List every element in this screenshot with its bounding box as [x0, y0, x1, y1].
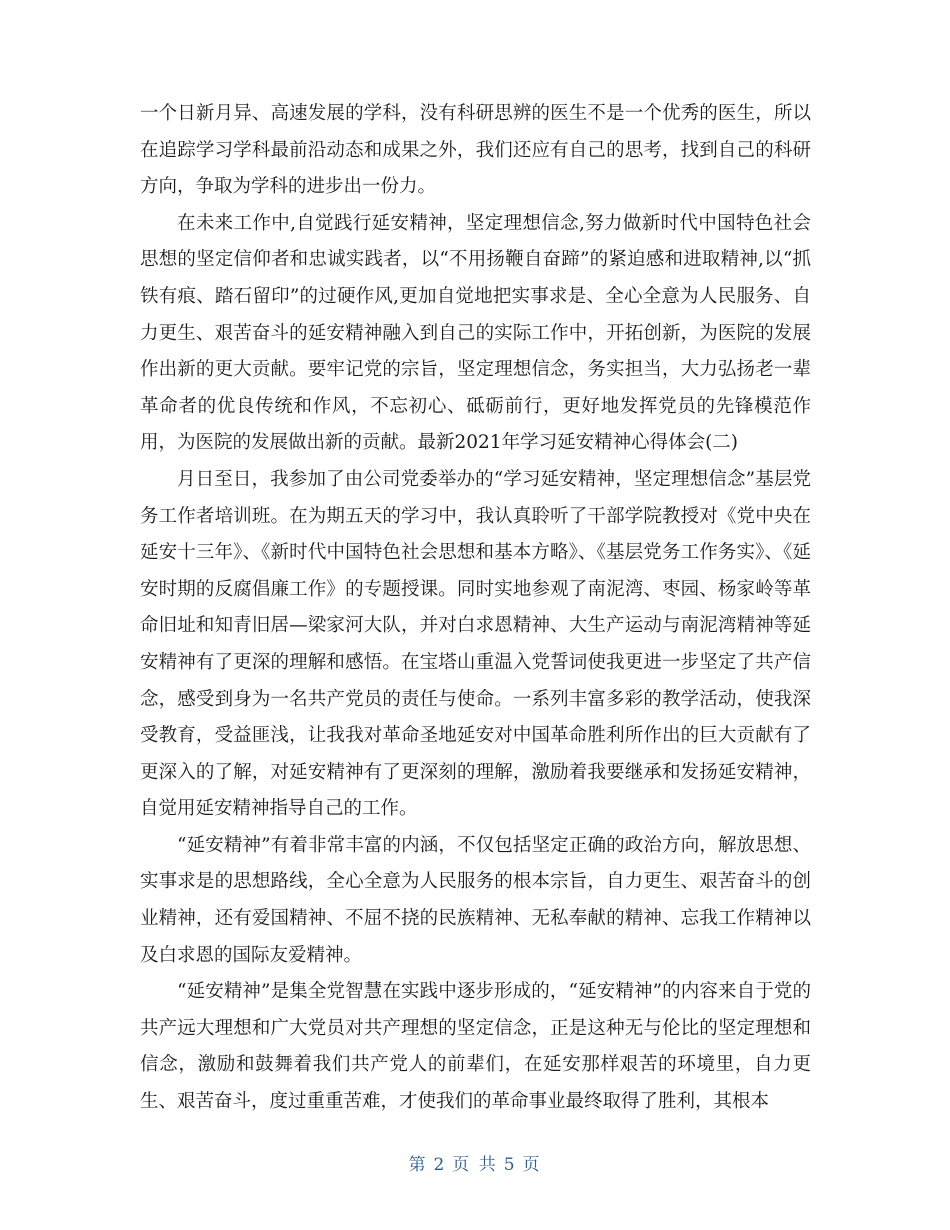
footer-suffix: 页	[522, 1155, 542, 1175]
paragraph-4: “延安精神”有着非常丰富的内涵，不仅包括坚定正确的政治方向，解放思想、实事求是的思想路线，全心全意为人民服务的根本宗旨，自力更生、艰苦奋斗的创业精神，还有爱国精神、不屈不挠的民族精神、无私奉献的精神、忘我工作精神以及白求恩的国际友爱精神。	[140, 834, 811, 966]
paragraph-1: 一个日新月异、高速发展的学科，没有科研思辨的医生不是一个优秀的医生，所以在追踪学习学科最前沿动态和成果之外，我们还应有自己的思考，找到自己的科研方向，争取为学科的进步出一份力。	[140, 103, 811, 198]
footer-prefix: 第	[408, 1155, 428, 1175]
page-footer	[0, 1150, 950, 1175]
current-page-number: 2	[433, 1155, 447, 1175]
footer-middle: 页 共	[452, 1155, 498, 1175]
document-body	[140, 96, 811, 1121]
paragraph-3: 月日至日，我参加了由公司党委举办的“学习延安精神，坚定理想信念”基层党务工作者培训班。在为期五天的学习中，我认真聆听了干部学院教授对《党中央在延安十三年》、《新时代中国特色社会思想和基本方略》、《基层党务工作务实》、《延安时期的反腐倡廉工作》的专题授课。同时实地参观了南泥湾、枣园、杨家岭等革命旧址和知青旧居—梁家河大队，并对白求恩精神、大生产运动与南泥湾精神等延安精神有了更深的理解和感悟。在宝塔山重温入党誓词使我更进一步坚定了共产信念，感受到身为一名共产党员的责任与使命。一系列丰富多彩的教学活动，使我深受教育，受益匪浅，让我我对革命圣地延安对中国革命胜利所作出的巨大贡献有了更深入的了解，对延安精神有了更深刻的理解，激励着我要继承和发扬延安精神，自觉用延安精神指导自己的工作。	[140, 468, 811, 820]
paragraph-2: 在未来工作中,自觉践行延安精神，坚定理想信念,努力做新时代中国特色社会思想的坚定信仰者和忠诚实践者，以“不用扬鞭自奋蹄”的紧迫感和进取精神,以“抓铁有痕、踏石留印”的过硬作风,更加自觉地把实事求是、全心全意为人民服务、自力更生、艰苦奋斗的延安精神融入到自己的实际工作中，开拓创新，为医院的发展作出新的更大贡献。要牢记党的宗旨，坚定理想信念，务实担当，大力弘扬老一辈革命者的优良传统和作风，不忘初心、砥砺前行，更好地发挥党员的先锋模范作用，为医院的发展做出新的贡献。最新2021年学习延安精神心得体会(二)	[140, 212, 811, 454]
total-page-number: 5	[503, 1155, 517, 1175]
paragraph-5: “延安精神”是集全党智慧在实践中逐步形成的，“延安精神”的内容来自于党的共产远大理想和广大党员对共产理想的坚定信念，正是这种无与伦比的坚定理想和信念，激励和鼓舞着我们共产党人的前辈们，在延安那样艰苦的环境里，自力更生、艰苦奋斗，度过重重苦难，才使我们的革命事业最终取得了胜利，其根本	[140, 981, 811, 1113]
